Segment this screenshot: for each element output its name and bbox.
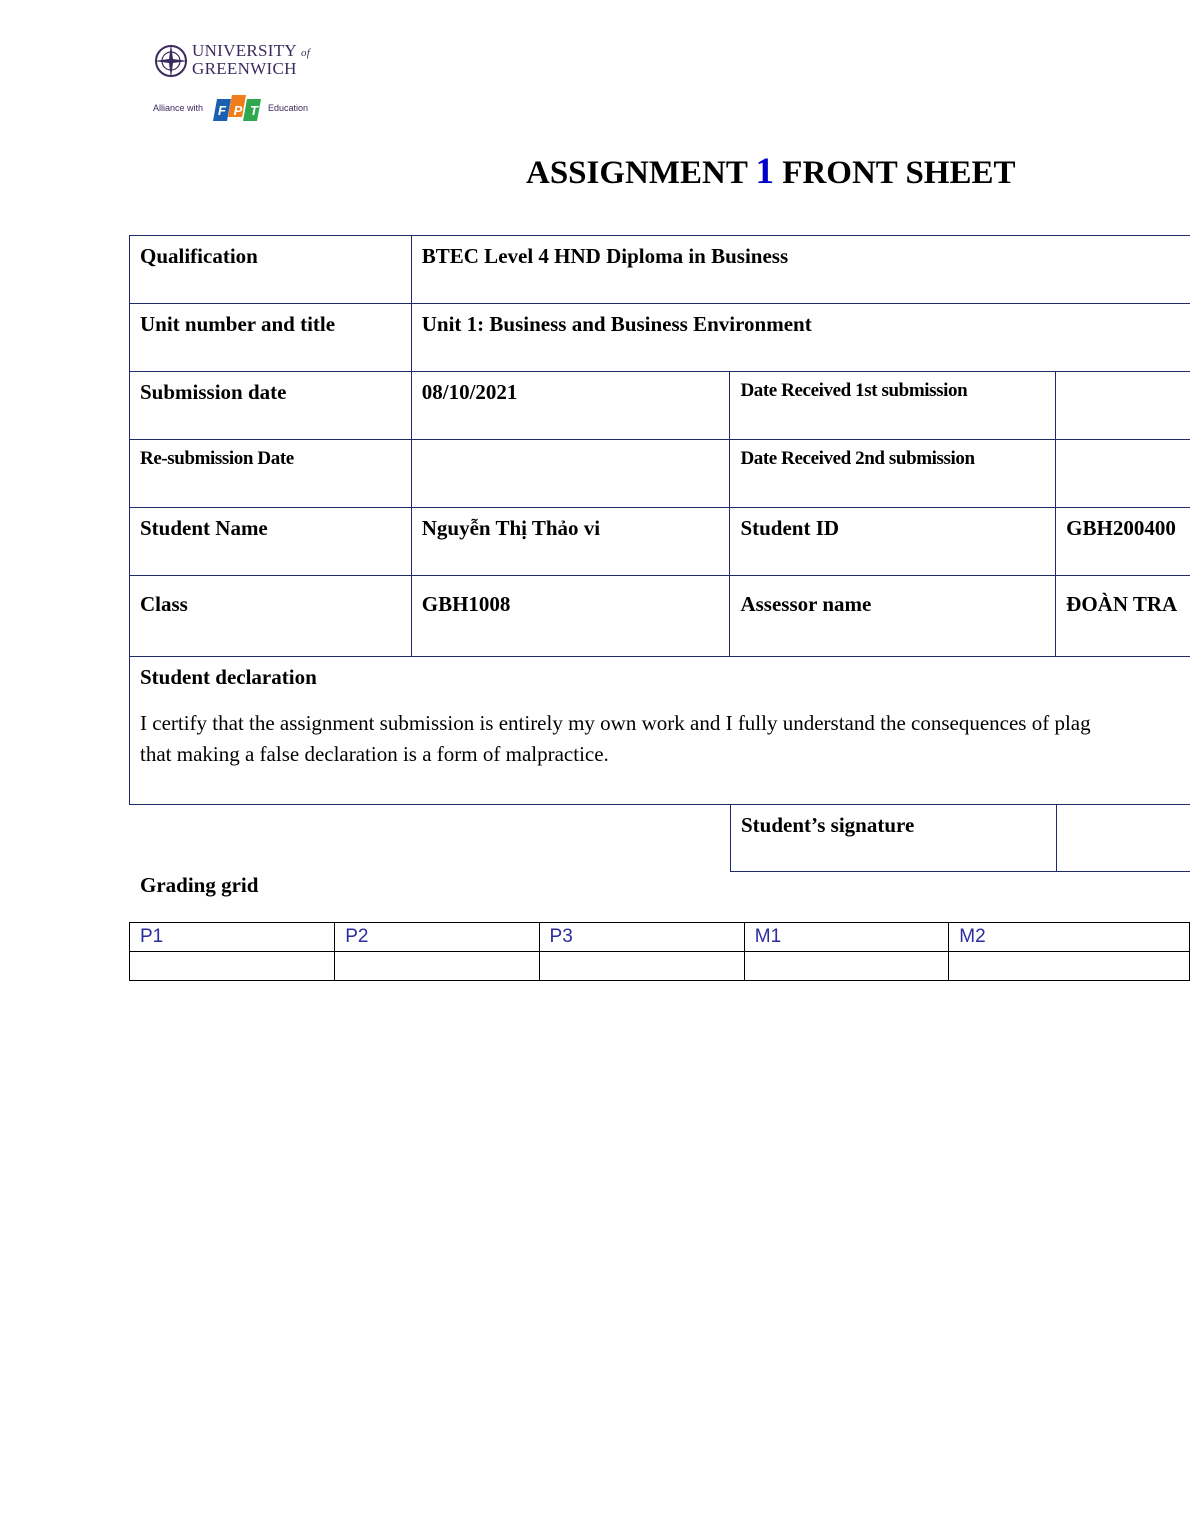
grade-cell-p3[interactable] <box>539 952 744 981</box>
declaration-row <box>129 656 1190 805</box>
resubmission-date-label: Re-submission Date <box>130 439 412 507</box>
grade-cell-p1[interactable] <box>130 952 335 981</box>
logo-alliance-text: Alliance with <box>153 103 204 113</box>
submission-date-value[interactable]: 08/10/2021 <box>412 371 731 439</box>
date-received-2nd-label: Date Received 2nd submission <box>730 439 1056 507</box>
submission-row <box>129 371 1190 439</box>
compass-rose-icon <box>152 42 190 80</box>
student-name-label: Student Name <box>130 507 412 575</box>
signature-field[interactable] <box>1057 805 1190 872</box>
student-row <box>129 507 1190 575</box>
fpt-logo-text: FPT <box>218 103 258 118</box>
class-label: Class <box>130 575 412 656</box>
student-name-value[interactable]: Nguyễn Thị Thảo vi <box>412 507 731 575</box>
grading-grid-label: Grading grid <box>140 873 259 897</box>
grade-header-p2: P2 <box>335 923 539 952</box>
class-row <box>129 575 1190 656</box>
title-number: 1 <box>755 151 775 192</box>
logo-university-text: UNIVERSITY of GREENWICH <box>192 41 311 78</box>
declaration-line-1: I certify that the assignment submission is entirely my own work and I fully understand the consequences of plag <box>140 711 1091 735</box>
class-value[interactable]: GBH1008 <box>412 575 731 656</box>
grade-header-p1: P1 <box>130 923 335 952</box>
fpt-logo <box>213 93 265 123</box>
resubmission-row <box>129 439 1190 507</box>
grade-header-m2: M2 <box>949 923 1190 952</box>
declaration-cell <box>130 656 1190 805</box>
grade-header-p3: P3 <box>539 923 744 952</box>
assessor-label: Assessor name <box>730 575 1056 656</box>
qualification-row <box>129 235 1190 303</box>
signature-row <box>730 805 1190 872</box>
grade-cell-m2[interactable] <box>949 952 1190 981</box>
front-sheet-table <box>129 235 1190 805</box>
declaration-text <box>140 708 1190 770</box>
grade-cell-m1[interactable] <box>744 952 948 981</box>
title-part1: ASSIGNMENT <box>526 155 756 191</box>
submission-date-label: Submission date <box>130 371 412 439</box>
student-id-value[interactable]: GBH200400 <box>1056 507 1190 575</box>
grading-header-row <box>130 923 1190 952</box>
grading-grid <box>129 922 1190 981</box>
title-part2: FRONT SHEET <box>774 155 1016 191</box>
date-received-1st-value[interactable] <box>1056 371 1190 439</box>
student-id-label: Student ID <box>730 507 1056 575</box>
qualification-value[interactable]: BTEC Level 4 HND Diploma in Business <box>412 235 1190 303</box>
grade-header-m1: M1 <box>744 923 948 952</box>
logo-education-text: Education <box>268 103 309 113</box>
date-received-1st-label: Date Received 1st submission <box>730 371 1056 439</box>
page-title <box>526 150 1016 193</box>
declaration-line-2: that making a false declaration is a form of malpractice. <box>140 742 609 766</box>
unit-row <box>129 303 1190 371</box>
signature-label: Student’s signature <box>730 805 1057 872</box>
date-received-2nd-value[interactable] <box>1056 439 1190 507</box>
grade-cell-p2[interactable] <box>335 952 539 981</box>
qualification-label: Qualification <box>130 235 412 303</box>
university-logo <box>150 40 320 130</box>
unit-value[interactable]: Unit 1: Business and Business Environment <box>412 303 1190 371</box>
declaration-title: Student declaration <box>140 665 317 689</box>
assessor-value[interactable]: ĐOÀN TRA <box>1056 575 1190 656</box>
resubmission-date-value[interactable] <box>412 439 731 507</box>
unit-label: Unit number and title <box>130 303 412 371</box>
grading-value-row <box>130 952 1190 981</box>
